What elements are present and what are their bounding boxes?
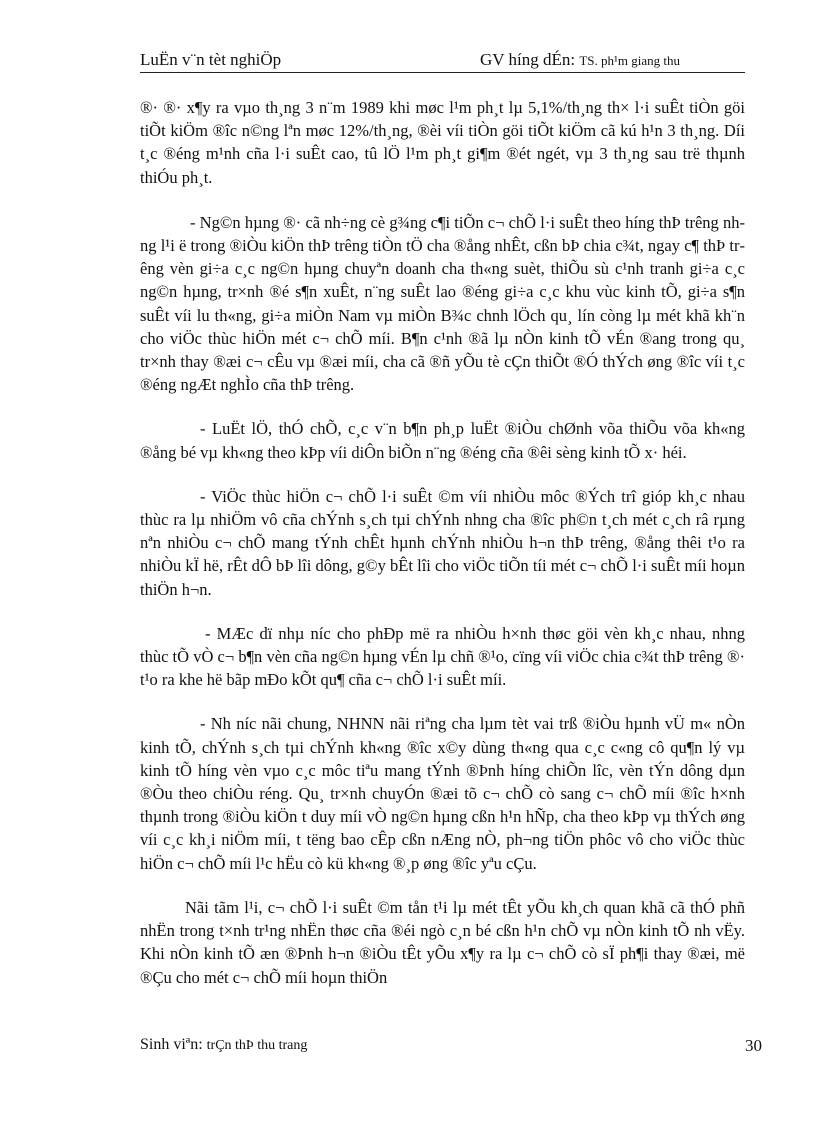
page-header [140,50,745,72]
page-number: 30 [745,1036,762,1055]
body-text [140,96,745,989]
footer-student [140,1036,307,1054]
header-advisor-name: TS. ph¹m giang thu [579,53,681,68]
footer-student-label: Sinh viªn: [140,1036,203,1053]
header-advisor [480,50,680,70]
header-advisor-label: GV híng dÉn: [480,50,576,69]
header-title: LuËn v¨n tèt nghiÖp [140,50,282,69]
footer-student-name: trÇn thÞ thu trang [206,1038,308,1053]
paragraph: - Ng©n hµng ®· cã nh÷ng cè g¾ng c¶i tiÕn c¬ chÕ l·i suÊt theo híng thÞ trêng nhng l¹i ë trong ®iÒu kiÖn thÞ trêng tiÒn tÖ cha ®ång nhÊt, cßn bÞ chia c¾t, ngay c¶ thÞ trêng vèn gi÷a c¸c ng©n hµng chuyªn doanh cha th«ng suèt, thiÕu sù c¹nh tranh gi÷a c¸c ng©n hµng, tr×nh ®é s¶n xuÊt, n¨ng suÊt lao ®éng gi÷a c¸c khu vùc kinh tÕ, gi÷a s¶n suÊt víi lu th«ng, gi÷a miÒn Nam vµ miÒn B¾c chnh lÖch qu¸ lín còng lµ mét khã kh¨n cho viÖc thùc hiÖn mét c¬ chÕ míi. B¶n c¹nh ®ã lµ nÒn kinh tÕ vÉn ®ang trong qu¸ tr×nh thay ®æi c¬ cÊu vµ ®æi míi, cha cã ®ñ yÕu tè cÇn thiÕt ®Ó thÝch øng ®îc víi t¸c ®éng ngÆt nghÌo cña thÞ trêng. [140,212,745,395]
paragraph: - LuËt lÖ, thÓ chÕ, c¸c v¨n b¶n ph¸p luËt ®iÒu chØnh võa thiÕu võa kh«ng ®ång bé vµ kh«ng theo kÞp víi diÔn biÕn n¨ng ®éng cña ®êi sèng kinh tÕ x· héi. [140,419,745,462]
paragraph: - Nh níc nãi chung, NHNN nãi riªng cha lµm tèt vai trß ®iÒu hµnh vÜ m« nÒn kinh tÕ, chÝnh s¸ch tµi chÝnh kh«ng ®îc x©y dùng th«ng qua c¸c c«ng cô qu¶n lý vµ kinh tÕ híng vèn vµo c¸c môc tiªu mang tÝnh ®Þnh híng chiÕn lîc, vèn tÝn dông dµn ®Òu theo chiÒu réng. Qu¸ tr×nh chuyÓn ®æi tõ c¬ chÕ cò sang c¬ chÕ míi ®îc h×nh thµnh trong ®iÒu kiÖn t duy míi vÒ ng©n hµng cßn h¹n hÑp, cha theo kÞp vµ thÝch øng víi c¸c kh¸i niÖm míi, t tëng bao cÊp cßn nÆng nÒ, ph¬ng tiÖn phôc vô cho viÖc thùc hiÖn c¬ chÕ míi l¹c hËu cò kü kh«ng ®¸p øng ®îc yªu cÇu. [140,714,745,873]
paragraph: ®· ®· x¶y ra vµo th¸ng 3 n¨m 1989 khi møc l¹m ph¸t lµ 5,1%/th¸ng th× l·i suÊt tiÒn göi tiÕt kiÖm ®îc n©ng lªn møc 12%/th¸ng, ®èi víi tiÒn göi tiÕt kiÖm cã kú h¹n 3 th¸ng. Díi t¸c ®éng m¹nh cña l·i suÊt cao, tû lÖ l¹m ph¸t gi¶m ®ét ngét, vµ 3 th¸ng sau trë thµnh thiÓu ph¸t. [140,98,745,187]
page-footer [140,1036,762,1058]
paragraph: Nãi tãm l¹i, c¬ chÕ l·i suÊt ©m tån t¹i lµ mét tÊt yÕu kh¸ch quan khã cã thÓ phñ nhËn trong t×nh tr¹ng nhËn thøc cña ®éi ngò c¸n bé cßn h¹n chÕ vµ nÒn kinh tÕ nh vËy. Khi nÒn kinh tÕ æn ®Þnh h¬n ®iÒu tÊt yÕu x¶y ra lµ c¬ chÕ cò sÏ ph¶i thay ®æi, më ®Çu cho mét c¬ chÕ míi hoµn thiÖn [140,897,745,987]
header-rule [140,72,745,73]
paragraph: - MÆc dï nhµ níc cho phÐp më ra nhiÒu h×nh thøc göi vèn kh¸c nhau, nhng thùc tÕ vÒ c¬ b¶n vèn cña ng©n hµng vÉn lµ chñ ®¹o, cïng víi viÖc chia c¾t thÞ trêng ®· t¹o ra khe hë bãp mÐo kÕt qu¶ cña c¬ chÕ l·i suÊt míi. [140,623,745,690]
paragraph: - ViÖc thùc hiÖn c¬ chÕ l·i suÊt ©m víi nhiÒu môc ®Ých trî gióp kh¸c nhau thùc ra lµ nhiÖm vô cña chÝnh s¸ch tµi chÝnh nhng cha ®îc ph©n t¸ch mét c¸ch râ rµng nªn nhiÒu c¬ chÕ mang tÝnh chÊt hµnh chÝnh nhiÒu h¬n thÞ trêng, ®ång thêi t¹o ra nhiÒu kÏ hë, rÊt dÔ bÞ lîi dông, g©y bÊt lîi cho viÖc tiÕn tíi mét c¬ chÕ l·i suÊt míi hoµn thiÖn h¬n. [140,486,745,599]
